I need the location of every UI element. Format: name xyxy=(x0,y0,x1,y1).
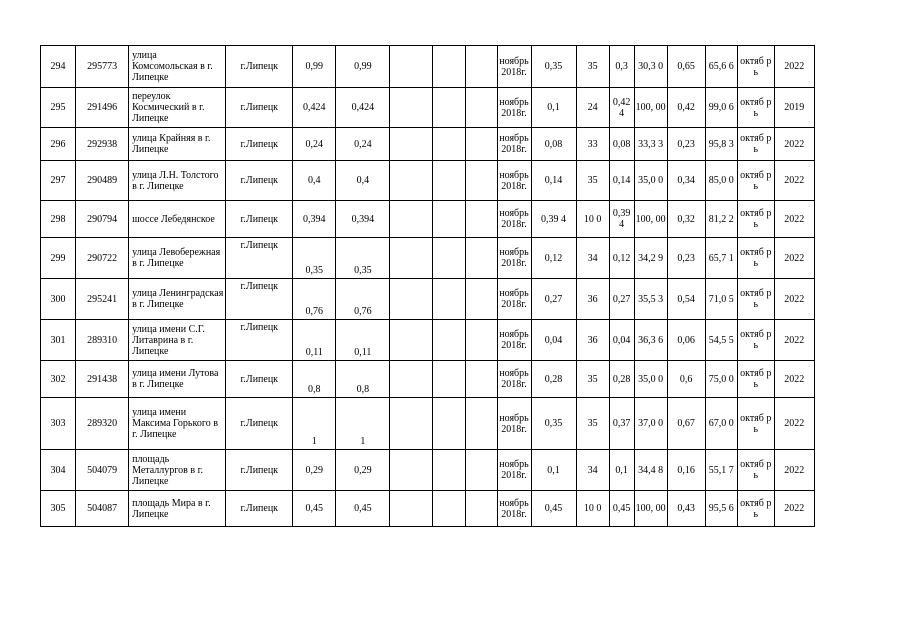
road-address: улица Ленинградская в г. Липецке xyxy=(129,279,226,320)
empty-cell xyxy=(390,238,433,279)
completion-month: октяб рь xyxy=(737,361,774,398)
empty-cell xyxy=(390,361,433,398)
road-length: 0,4 xyxy=(293,161,336,201)
road-city: г.Липецк xyxy=(226,161,293,201)
empty-cell xyxy=(433,398,466,450)
road-address: улица имени Лутова в г. Липецке xyxy=(129,361,226,398)
road-length: 1 xyxy=(293,398,336,450)
value-c: 0,04 xyxy=(609,320,634,361)
road-city: г.Липецк xyxy=(226,320,293,361)
row-number: 295 xyxy=(41,88,76,128)
value-a: 0,1 xyxy=(531,88,576,128)
empty-cell xyxy=(390,201,433,238)
value-b: 10 0 xyxy=(576,201,609,238)
road-address: улица имени С.Г. Литаврина в г. Липецке xyxy=(129,320,226,361)
value-f: 67,0 0 xyxy=(705,398,737,450)
value-d: 35,0 0 xyxy=(634,361,667,398)
inspection-date: ноябрь 2018г. xyxy=(497,238,531,279)
table-body xyxy=(41,46,850,527)
empty-cell xyxy=(433,361,466,398)
road-length-total: 0,29 xyxy=(336,450,390,491)
value-f: 65,6 6 xyxy=(705,46,737,88)
road-length-total: 0,4 xyxy=(336,161,390,201)
value-d: 33,3 3 xyxy=(634,128,667,161)
table-row xyxy=(41,238,850,279)
value-e: 0,16 xyxy=(667,450,705,491)
empty-cell xyxy=(466,238,497,279)
road-code: 295241 xyxy=(76,279,129,320)
value-d: 34,4 8 xyxy=(634,450,667,491)
value-b: 10 0 xyxy=(576,491,609,527)
value-b: 35 xyxy=(576,361,609,398)
value-f: 95,5 6 xyxy=(705,491,737,527)
row-number: 302 xyxy=(41,361,76,398)
value-c: 0,08 xyxy=(609,128,634,161)
road-city: г.Липецк xyxy=(226,491,293,527)
value-c: 0,3 xyxy=(609,46,634,88)
road-code: 504087 xyxy=(76,491,129,527)
row-number: 300 xyxy=(41,279,76,320)
road-length: 0,394 xyxy=(293,201,336,238)
table-row xyxy=(41,128,850,161)
value-a: 0,35 xyxy=(531,398,576,450)
empty-cell xyxy=(390,320,433,361)
row-number: 294 xyxy=(41,46,76,88)
road-code: 290489 xyxy=(76,161,129,201)
road-city: г.Липецк xyxy=(226,128,293,161)
row-number: 304 xyxy=(41,450,76,491)
row-number: 305 xyxy=(41,491,76,527)
value-e: 0,43 xyxy=(667,491,705,527)
road-length: 0,8 xyxy=(293,361,336,398)
empty-cell xyxy=(433,88,466,128)
inspection-date: ноябрь 2018г. xyxy=(497,201,531,238)
completion-year: 2022 xyxy=(774,361,814,398)
table-row xyxy=(41,88,850,128)
value-f: 75,0 0 xyxy=(705,361,737,398)
value-c: 0,45 xyxy=(609,491,634,527)
table-row xyxy=(41,161,850,201)
completion-month: октяб рь xyxy=(737,238,774,279)
value-c: 0,42 4 xyxy=(609,88,634,128)
road-length-total: 0,45 xyxy=(336,491,390,527)
completion-month: октяб рь xyxy=(737,491,774,527)
value-c: 0,27 xyxy=(609,279,634,320)
inspection-date: ноябрь 2018г. xyxy=(497,398,531,450)
inspection-date: ноябрь 2018г. xyxy=(497,450,531,491)
value-b: 36 xyxy=(576,320,609,361)
value-a: 0,45 xyxy=(531,491,576,527)
empty-cell xyxy=(390,46,433,88)
road-code: 292938 xyxy=(76,128,129,161)
inspection-date: ноябрь 2018г. xyxy=(497,279,531,320)
road-code: 289320 xyxy=(76,398,129,450)
road-length-total: 0,11 xyxy=(336,320,390,361)
value-d: 35,5 3 xyxy=(634,279,667,320)
road-code: 504079 xyxy=(76,450,129,491)
road-length: 0,29 xyxy=(293,450,336,491)
completion-year: 2022 xyxy=(774,161,814,201)
inspection-date: ноябрь 2018г. xyxy=(497,491,531,527)
value-f: 81,2 2 xyxy=(705,201,737,238)
value-c: 0,39 4 xyxy=(609,201,634,238)
empty-cell xyxy=(466,279,497,320)
empty-cell xyxy=(390,398,433,450)
value-e: 0,32 xyxy=(667,201,705,238)
value-d: 35,0 0 xyxy=(634,161,667,201)
road-length-total: 0,99 xyxy=(336,46,390,88)
completion-month: октяб рь xyxy=(737,398,774,450)
empty-cell xyxy=(466,491,497,527)
road-city: г.Липецк xyxy=(226,46,293,88)
value-d: 100, 00 xyxy=(634,88,667,128)
value-f: 95,8 3 xyxy=(705,128,737,161)
completion-month: октяб рь xyxy=(737,128,774,161)
inspection-date: ноябрь 2018г. xyxy=(497,320,531,361)
road-length-total: 0,35 xyxy=(336,238,390,279)
road-address: улица Комсомольская в г. Липецке xyxy=(129,46,226,88)
value-e: 0,6 xyxy=(667,361,705,398)
road-city: г.Липецк xyxy=(226,361,293,398)
road-address: площадь Мира в г. Липецке xyxy=(129,491,226,527)
inspection-date: ноябрь 2018г. xyxy=(497,46,531,88)
value-f: 55,1 7 xyxy=(705,450,737,491)
value-e: 0,42 xyxy=(667,88,705,128)
value-f: 85,0 0 xyxy=(705,161,737,201)
completion-month: октяб рь xyxy=(737,450,774,491)
road-length-total: 1 xyxy=(336,398,390,450)
road-length-total: 0,24 xyxy=(336,128,390,161)
value-b: 34 xyxy=(576,238,609,279)
empty-cell xyxy=(466,450,497,491)
value-a: 0,1 xyxy=(531,450,576,491)
completion-year: 2022 xyxy=(774,238,814,279)
table-row xyxy=(41,491,850,527)
road-length: 0,24 xyxy=(293,128,336,161)
empty-cell xyxy=(390,128,433,161)
road-length: 0,76 xyxy=(293,279,336,320)
value-e: 0,06 xyxy=(667,320,705,361)
value-d: 34,2 9 xyxy=(634,238,667,279)
road-length: 0,35 xyxy=(293,238,336,279)
table-row xyxy=(41,46,850,88)
inspection-date: ноябрь 2018г. xyxy=(497,361,531,398)
table-row xyxy=(41,320,850,361)
value-b: 34 xyxy=(576,450,609,491)
empty-cell xyxy=(390,88,433,128)
empty-cell xyxy=(390,450,433,491)
value-d: 30,3 0 xyxy=(634,46,667,88)
road-length-total: 0,8 xyxy=(336,361,390,398)
road-length: 0,99 xyxy=(293,46,336,88)
empty-cell xyxy=(433,450,466,491)
value-c: 0,14 xyxy=(609,161,634,201)
completion-year: 2022 xyxy=(774,398,814,450)
road-length-total: 0,394 xyxy=(336,201,390,238)
table-row xyxy=(41,279,850,320)
value-a: 0,08 xyxy=(531,128,576,161)
completion-month: октяб рь xyxy=(737,161,774,201)
empty-cell xyxy=(466,320,497,361)
row-number: 297 xyxy=(41,161,76,201)
road-city: г.Липецк xyxy=(226,201,293,238)
completion-year: 2022 xyxy=(774,128,814,161)
value-a: 0,35 xyxy=(531,46,576,88)
road-address: шоссе Лебедянское xyxy=(129,201,226,238)
value-a: 0,04 xyxy=(531,320,576,361)
value-b: 35 xyxy=(576,161,609,201)
value-a: 0,27 xyxy=(531,279,576,320)
empty-cell xyxy=(466,128,497,161)
road-code: 295773 xyxy=(76,46,129,88)
road-length: 0,45 xyxy=(293,491,336,527)
road-city: г.Липецк xyxy=(226,279,293,320)
completion-month: октяб рь xyxy=(737,201,774,238)
empty-cell xyxy=(390,279,433,320)
value-b: 35 xyxy=(576,398,609,450)
road-code: 290794 xyxy=(76,201,129,238)
table-row xyxy=(41,361,850,398)
road-address: улица Л.Н. Толстого в г. Липецке xyxy=(129,161,226,201)
road-length: 0,11 xyxy=(293,320,336,361)
completion-month: октяб рь xyxy=(737,88,774,128)
value-f: 54,5 5 xyxy=(705,320,737,361)
empty-cell xyxy=(390,491,433,527)
road-city: г.Липецк xyxy=(226,238,293,279)
empty-cell xyxy=(433,320,466,361)
value-b: 36 xyxy=(576,279,609,320)
road-code: 291438 xyxy=(76,361,129,398)
completion-year: 2022 xyxy=(774,201,814,238)
completion-year: 2022 xyxy=(774,320,814,361)
value-e: 0,67 xyxy=(667,398,705,450)
empty-cell xyxy=(433,161,466,201)
road-city: г.Липецк xyxy=(226,88,293,128)
road-code: 290722 xyxy=(76,238,129,279)
empty-cell xyxy=(466,46,497,88)
empty-cell xyxy=(466,88,497,128)
road-length-total: 0,76 xyxy=(336,279,390,320)
row-number: 298 xyxy=(41,201,76,238)
empty-cell xyxy=(390,161,433,201)
value-e: 0,65 xyxy=(667,46,705,88)
value-c: 0,1 xyxy=(609,450,634,491)
road-address: улица имени Максима Горького в г. Липецке xyxy=(129,398,226,450)
completion-year: 2022 xyxy=(774,491,814,527)
value-f: 65,7 1 xyxy=(705,238,737,279)
value-c: 0,28 xyxy=(609,361,634,398)
road-address: улица Крайняя в г. Липецке xyxy=(129,128,226,161)
road-address: переулок Космический в г. Липецке xyxy=(129,88,226,128)
value-f: 71,0 5 xyxy=(705,279,737,320)
completion-month: октяб рь xyxy=(737,320,774,361)
value-e: 0,23 xyxy=(667,238,705,279)
inspection-date: ноябрь 2018г. xyxy=(497,128,531,161)
empty-cell xyxy=(433,279,466,320)
row-number: 301 xyxy=(41,320,76,361)
completion-year: 2022 xyxy=(774,450,814,491)
road-code: 289310 xyxy=(76,320,129,361)
value-b: 33 xyxy=(576,128,609,161)
value-b: 24 xyxy=(576,88,609,128)
value-a: 0,12 xyxy=(531,238,576,279)
value-e: 0,34 xyxy=(667,161,705,201)
completion-year: 2022 xyxy=(774,279,814,320)
value-a: 0,28 xyxy=(531,361,576,398)
completion-year: 2022 xyxy=(774,46,814,88)
inspection-date: ноябрь 2018г. xyxy=(497,88,531,128)
value-e: 0,23 xyxy=(667,128,705,161)
value-e: 0,54 xyxy=(667,279,705,320)
completion-month: октяб рь xyxy=(737,279,774,320)
table-row xyxy=(41,201,850,238)
road-address: площадь Металлургов в г. Липецке xyxy=(129,450,226,491)
value-d: 37,0 0 xyxy=(634,398,667,450)
empty-cell xyxy=(433,128,466,161)
road-length: 0,424 xyxy=(293,88,336,128)
value-d: 36,3 6 xyxy=(634,320,667,361)
completion-month: октяб рь xyxy=(737,46,774,88)
empty-cell xyxy=(466,398,497,450)
value-c: 0,37 xyxy=(609,398,634,450)
empty-cell xyxy=(466,201,497,238)
empty-cell xyxy=(466,361,497,398)
value-d: 100, 00 xyxy=(634,491,667,527)
road-city: г.Липецк xyxy=(226,450,293,491)
row-number: 296 xyxy=(41,128,76,161)
empty-cell xyxy=(433,201,466,238)
value-c: 0,12 xyxy=(609,238,634,279)
empty-cell xyxy=(433,491,466,527)
empty-cell xyxy=(433,238,466,279)
road-code: 291496 xyxy=(76,88,129,128)
completion-year: 2019 xyxy=(774,88,814,128)
empty-cell xyxy=(466,161,497,201)
value-d: 100, 00 xyxy=(634,201,667,238)
row-number: 303 xyxy=(41,398,76,450)
road-city: г.Липецк xyxy=(226,398,293,450)
road-length-total: 0,424 xyxy=(336,88,390,128)
empty-cell xyxy=(433,46,466,88)
value-a: 0,39 4 xyxy=(531,201,576,238)
road-address: улица Левобережная в г. Липецке xyxy=(129,238,226,279)
inspection-date: ноябрь 2018г. xyxy=(497,161,531,201)
value-f: 99,0 6 xyxy=(705,88,737,128)
value-b: 35 xyxy=(576,46,609,88)
table-row xyxy=(41,450,850,491)
roads-table xyxy=(40,45,850,527)
table-row xyxy=(41,398,850,450)
value-a: 0,14 xyxy=(531,161,576,201)
row-number: 299 xyxy=(41,238,76,279)
